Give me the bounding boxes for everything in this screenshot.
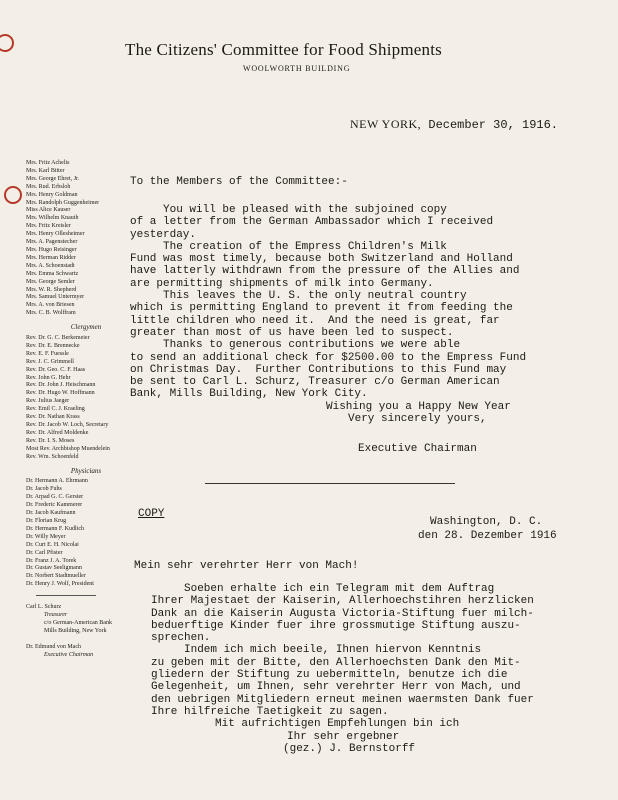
- clergymen-heading: Clergymen: [70, 323, 102, 332]
- committee-member: Dr. Curt E. H. Nicolai: [26, 541, 79, 548]
- committee-sidebar: [26, 160, 138, 660]
- copy-place: Washington, D. C.: [430, 516, 543, 528]
- members-list: [26, 160, 138, 318]
- committee-member: Rev. Wm. Schoenfeld: [26, 453, 79, 460]
- committee-member: Rev. Dr. G. C. Berkemeier: [26, 335, 90, 342]
- letter-closing: Very sincerely yours,: [348, 413, 487, 426]
- chairman-block: [26, 644, 138, 660]
- committee-member: Mrs. Hugo Reisinger: [26, 246, 77, 253]
- punch-hole: [4, 186, 22, 204]
- committee-member: Mrs. Karl Bitter: [26, 167, 65, 174]
- committee-member: Dr. Jacob Kaufmann: [26, 510, 76, 517]
- committee-member: Mrs. Wilhelm Knauth: [26, 215, 79, 222]
- committee-member: Mrs. A. Pagenstecher: [26, 239, 78, 246]
- committee-member: Rev. E. F. Fuessle: [26, 350, 69, 357]
- committee-member: Dr. Florian Krug: [26, 517, 67, 524]
- treasurer-address-line1: c/o German-American Bank: [44, 619, 112, 626]
- physicians-list: [26, 478, 138, 589]
- committee-member: Most Rev. Archbishop Muendelein: [26, 445, 110, 452]
- committee-member: Dr. Carl Pfister: [26, 549, 63, 556]
- copy-closing: Ihr sehr ergebner: [287, 730, 400, 743]
- chairman-name: Dr. Edmund von Mach: [26, 643, 81, 650]
- committee-member: Dr. Hermann A. Ehrmann: [26, 478, 88, 485]
- committee-member: Rev. Dr. Alfred Moldenke: [26, 429, 89, 436]
- committee-member: Rev. Dr. John J. Heischmann: [26, 382, 96, 389]
- committee-member: Dr. Norbert Stadtmueller: [26, 573, 86, 580]
- copy-signature: (gez.) J. Bernstorff: [283, 742, 416, 755]
- letter-body-members: [130, 176, 600, 455]
- physicians-heading: Physicians: [70, 466, 102, 475]
- committee-member: Mrs. George Ehret, Jr.: [26, 175, 80, 182]
- committee-member: Dr. Arpad G. C. Gerster: [26, 494, 84, 501]
- letter-paragraph: This leaves the U. S. the only neutral country which is permitting England to prevent it from feeding the little children who need it. And the need is great, far greater than most of us have been led to suspect.: [130, 290, 513, 339]
- committee-member: Mrs. Henry Goldman: [26, 191, 78, 198]
- committee-member: Rev. John G. Hehr: [26, 374, 71, 381]
- committee-member: Mrs. C. B. Wolffram: [26, 310, 76, 317]
- chairman-role: Executive Chairman: [44, 651, 94, 658]
- signature-title: Executive Chairman: [358, 442, 477, 455]
- letterhead-subtitle: WOOLWORTH BUILDING: [243, 64, 351, 73]
- committee-member: Rev. Dr. Hugo W. Hoffmann: [26, 390, 95, 397]
- date-value: December 30, 1916.: [428, 118, 558, 132]
- committee-member: Rev. Dr. E. Brennecke: [26, 342, 80, 349]
- letter-paragraph: Thanks to generous contributions we were able to send an additional check for $2500.00 to the Empress Fund on Christmas Day. Further Contributions to this Fund may be sent to Carl L. Schurz, Treasurer c/o German American Bank, Mills Building, New York City.: [130, 339, 527, 401]
- letter-body-copy: [151, 583, 601, 755]
- sidebar-divider: [36, 595, 96, 596]
- committee-member: Mrs. Samuel Untermyer: [26, 294, 85, 301]
- treasurer-name: Carl L. Schurz: [26, 604, 62, 611]
- section-divider: [205, 483, 455, 484]
- letter-closing-wish: Wishing you a Happy New Year: [326, 400, 511, 413]
- clergymen-list: [26, 335, 138, 462]
- punch-hole: [0, 34, 14, 52]
- committee-member: Rev. Dr. Jacob W. Loch, Secretary: [26, 422, 109, 428]
- committee-member: Dr. Willy Meyer: [26, 533, 66, 540]
- committee-member: Dr. Jacob Fuhs: [26, 486, 62, 493]
- copy-salutation: Mein sehr verehrter Herr von Mach!: [134, 560, 359, 572]
- committee-member: Mrs. Emma Schwartz: [26, 270, 79, 277]
- committee-member: Rev. Julius Jaeger: [26, 398, 70, 405]
- letter-paragraph: The creation of the Empress Children's Milk Fund was most timely, because both Switzerland and Holland have latterly withdrawn from the pressure of the Allies and are permitting shipments of milk into Germany.: [130, 240, 520, 290]
- committee-member: Mrs. Fritz Achelis: [26, 160, 70, 166]
- committee-member: Mrs. A. von Briesen: [26, 302, 75, 309]
- committee-member: Rev. Dr. Geo. C. F. Haas: [26, 366, 86, 373]
- committee-member: Dr. Gustav Seeligmann: [26, 565, 82, 572]
- committee-member: Mrs. Rud. Erbsloh: [26, 183, 71, 190]
- copy-paragraph: Soeben erhalte ich ein Telegram mit dem Auftrag Ihrer Majestaet der Kaiserin, Allerhoechstihren herzlicken Dank an die Kaiserin Augusta Victoria-Stiftung fuer milch- beduerftige Kinder fuer ihre grossmutige Stiftung auszu- sprechen.: [151, 583, 534, 645]
- committee-member: Dr. Frederic Kammerer: [26, 502, 83, 509]
- letterhead-title: The Citizens' Committee for Food Shipments: [125, 40, 442, 59]
- letter-paragraph: You will be pleased with the subjoined copy of a letter from the German Ambassador which I received yesterday.: [130, 204, 494, 241]
- committee-member: Dr. Henry J. Wolf, President: [26, 581, 94, 588]
- committee-member: Rev. Emil C. J. Kraeling: [26, 406, 85, 413]
- committee-member: Mrs. Herman Ridder: [26, 254, 76, 261]
- treasurer-address-line2: Mills Building, New York: [44, 627, 107, 634]
- treasurer-block: [26, 604, 138, 636]
- letter-salutation: To the Members of the Committee:-: [130, 176, 348, 188]
- treasurer-role: Treasurer: [44, 612, 68, 619]
- committee-member: Rev. Dr. Nathan Krass: [26, 414, 80, 421]
- committee-member: Mrs. Randolph Guggenheimer: [26, 199, 100, 206]
- committee-member: Mrs. W. R. Shepherd: [26, 286, 77, 293]
- copy-closing: Mit aufrichtigen Empfehlungen bin ich: [215, 718, 460, 731]
- letter-date-line: [350, 117, 558, 132]
- committee-member: Mrs. George Semler: [26, 278, 75, 285]
- committee-member: Rev. J. C. Grimmell: [26, 358, 74, 365]
- copy-paragraph: Indem ich mich beeile, Ihnen hiervon Kenntnis zu geben mit der Bitte, den Allerhoechsten Dank den Mit- gliedern der Stiftung zu uebermitteln, benutze ich die Gelegenheit, um Ihnen, sehr verehrter Herr von Mach, und den uebrigen Mitgliedern erneut meinen waermsten Dank fuer Ihre hilfreiche Taetigkeit zu sagen.: [151, 644, 534, 718]
- copy-date: den 28. Dezember 1916: [418, 530, 557, 542]
- committee-member: Mrs. A. Schoenstadt: [26, 262, 75, 269]
- date-place: NEW YORK,: [350, 117, 422, 131]
- committee-member: Rev. Dr. I. S. Moses: [26, 437, 75, 444]
- committee-member: Mrs. Fritz Kreisler: [26, 223, 71, 230]
- committee-member: Mrs. Henry Ollesheimer: [26, 231, 85, 238]
- committee-member: Dr. Hermann F. Kudlich: [26, 525, 85, 532]
- committee-member: Miss Alice Kauser: [26, 207, 71, 214]
- copy-label: COPY: [138, 508, 165, 520]
- committee-member: Dr. Franz J. A. Torek: [26, 557, 77, 564]
